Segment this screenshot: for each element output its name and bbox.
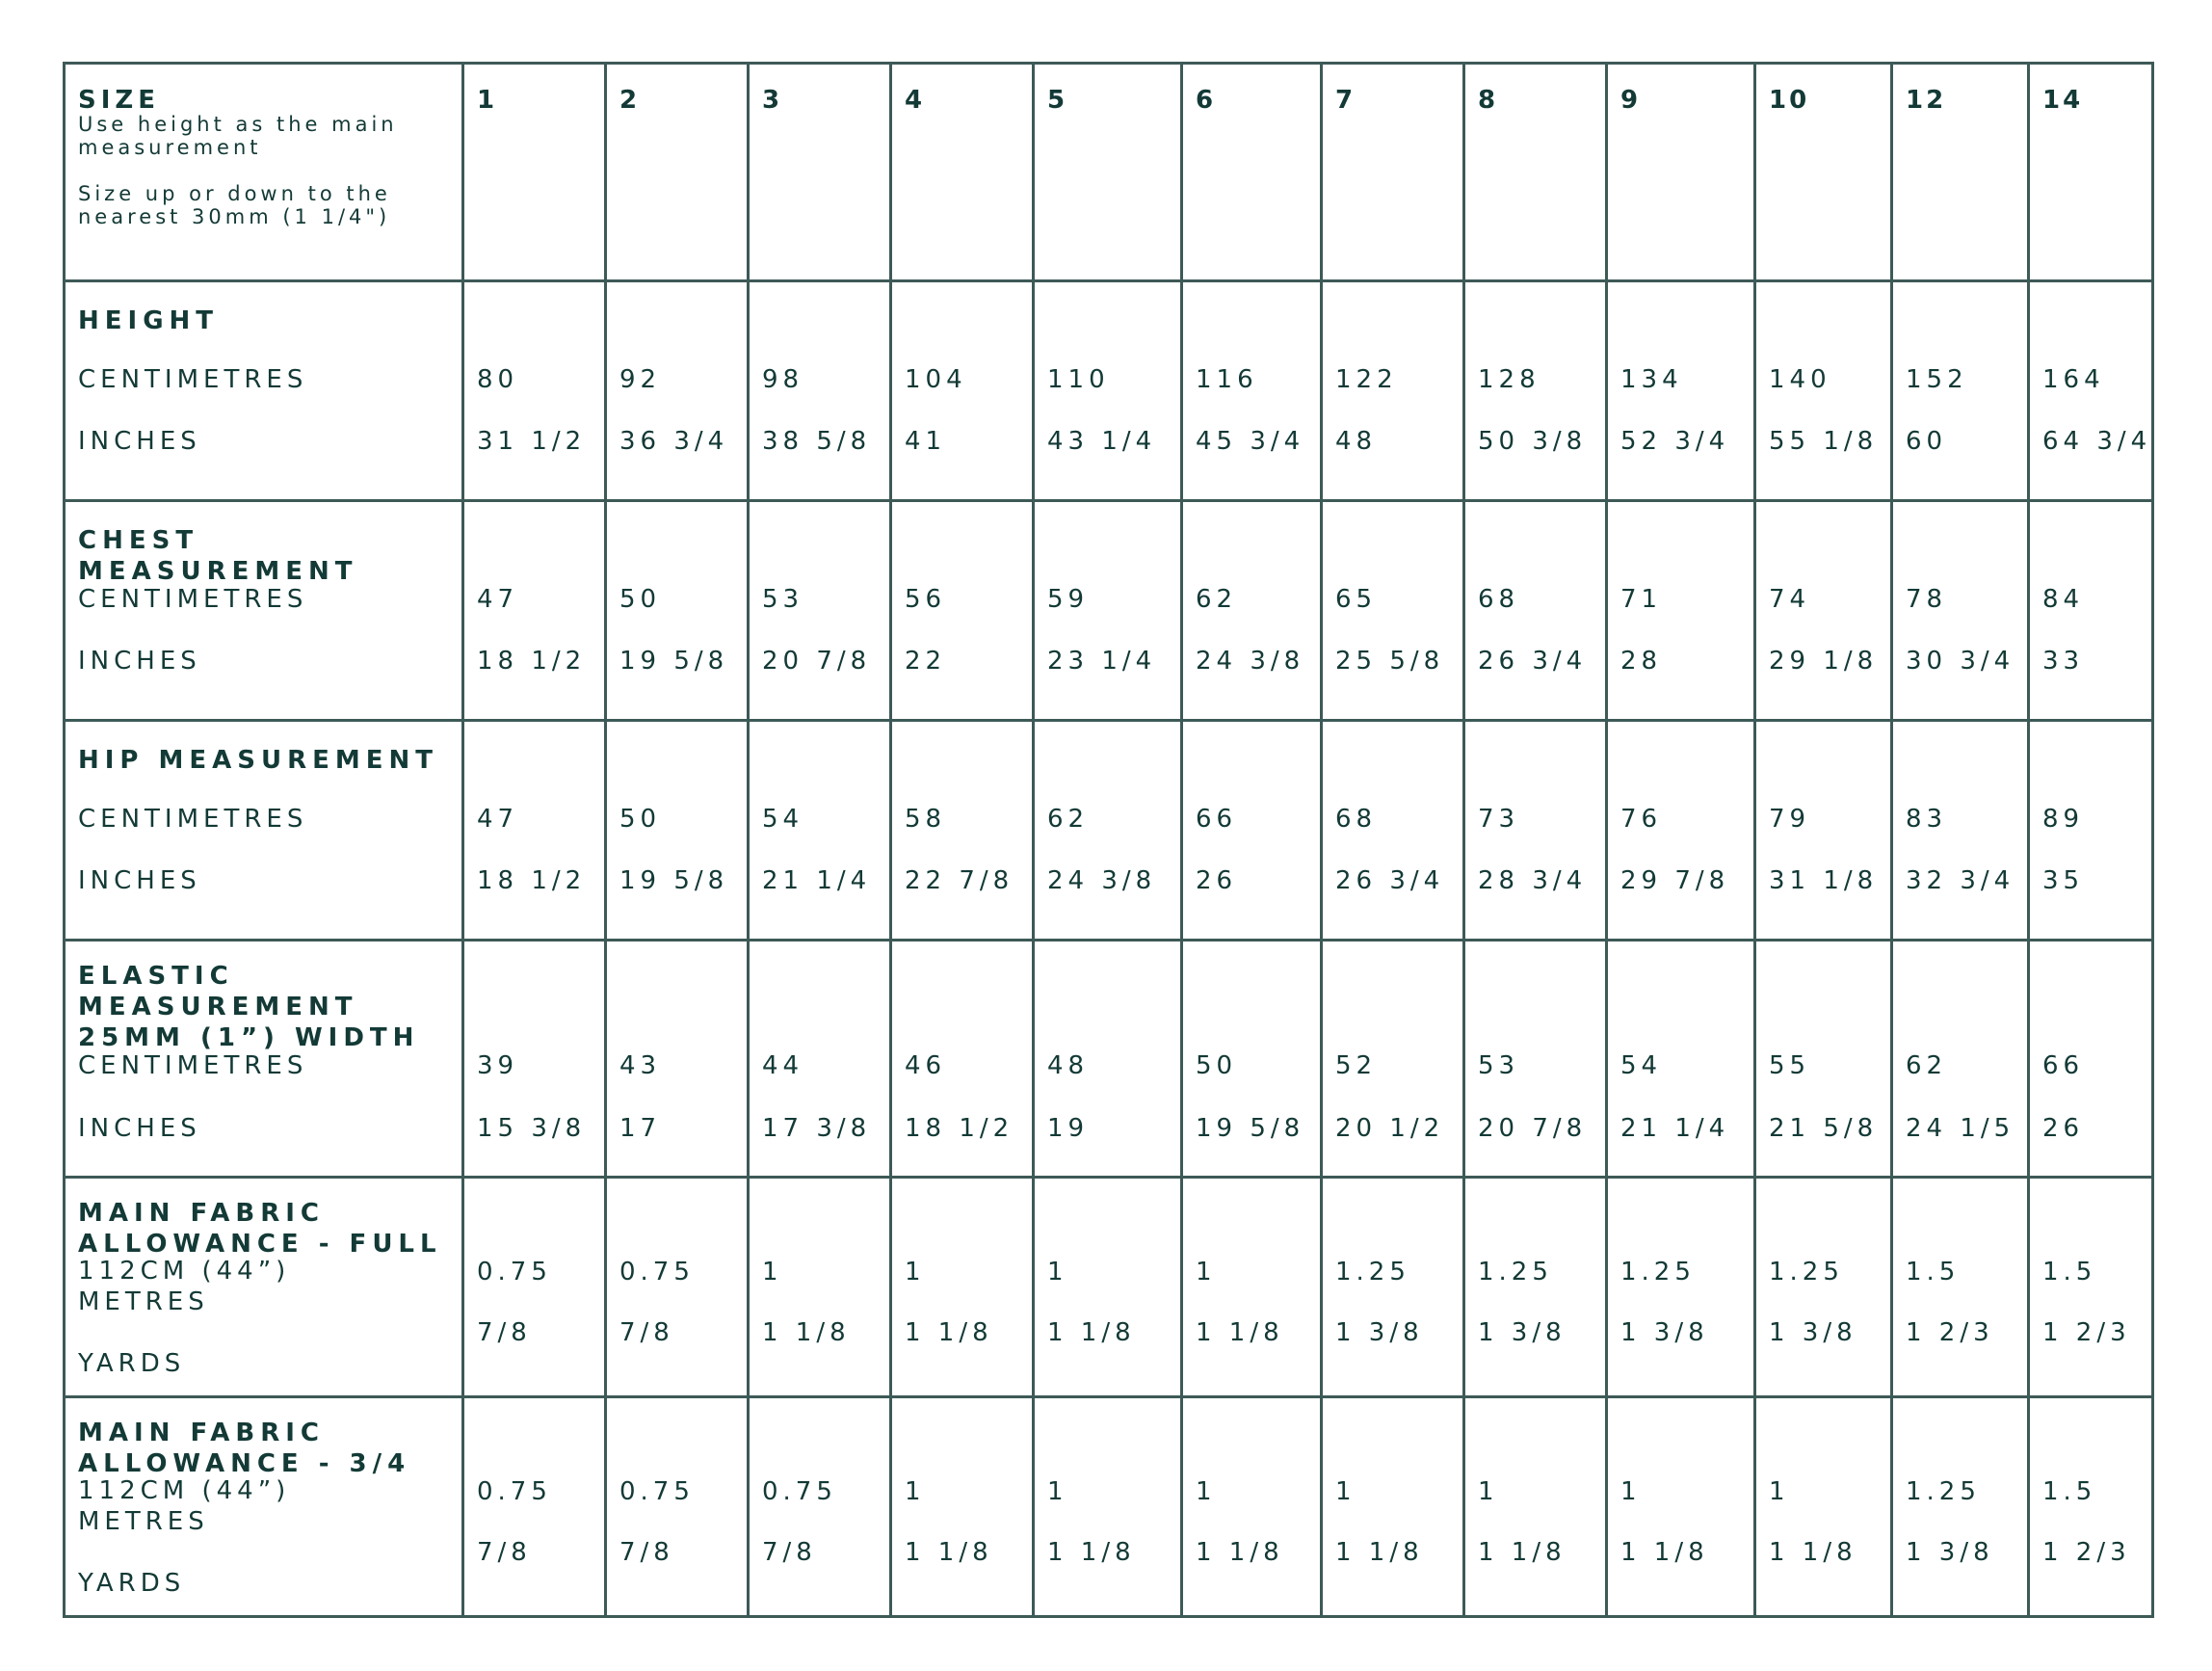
imperial-value: 20 7/8 [1478,1114,1588,1143]
metric-value: 104 [905,365,967,394]
imperial-value: 26 3/4 [1335,866,1445,895]
size-header-cell [65,64,463,281]
unit-label: METRES [78,1287,209,1316]
imperial-value: 21 1/4 [1620,1114,1730,1143]
size-column-header [1755,64,1892,281]
metric-value: 1 [1047,1258,1068,1286]
metric-value: 66 [2042,1051,2085,1080]
imperial-value: 48 [1335,427,1378,456]
imperial-value: 30 3/4 [1906,647,2015,676]
imperial-value: 25 5/8 [1335,647,1445,676]
imperial-value: 19 [1047,1114,1090,1143]
metric-value: 0.75 [762,1477,837,1506]
metric-value: 47 [477,585,519,614]
unit-label: INCHES [78,1114,201,1143]
metric-value: 84 [2042,585,2085,614]
imperial-value: 31 1/8 [1769,866,1879,895]
unit-label: INCHES [78,427,201,456]
imperial-value: 17 [619,1114,662,1143]
size-label: SIZE [78,86,161,115]
imperial-value: 20 7/8 [762,647,872,676]
imperial-value: 29 1/8 [1769,647,1879,676]
imperial-value: 29 7/8 [1620,866,1730,895]
metric-value: 1.5 [1906,1258,1961,1286]
imperial-value: 26 3/4 [1478,647,1588,676]
metric-value: 54 [762,805,804,834]
header-row [65,64,2153,281]
size-column-header [463,64,606,281]
value-cell [1182,721,1322,941]
hip-label-cell [65,721,463,941]
metric-value: 78 [1906,585,1948,614]
metric-value: 116 [1196,365,1258,394]
imperial-value: 41 [905,427,947,456]
imperial-value: 1 3/8 [1906,1538,1994,1567]
value-cell [1607,1178,1755,1397]
value-cell [1607,281,1755,501]
value-cell [2029,281,2153,501]
value-cell [2029,501,2153,721]
metric-value: 122 [1335,365,1398,394]
value-cell [1034,721,1182,941]
imperial-value: 38 5/8 [762,427,872,456]
size-column-header [606,64,749,281]
metric-value: 1.5 [2042,1258,2097,1286]
value-cell [606,941,749,1178]
value-cell [1607,1397,1755,1617]
metric-value: 98 [762,365,804,394]
metric-value: 43 [619,1051,662,1080]
fabric-34-label-cell [65,1397,463,1617]
value-cell [606,1397,749,1617]
metric-value: 62 [1047,805,1090,834]
size-column-header [891,64,1034,281]
value-cell [606,1178,749,1397]
metric-value: 0.75 [477,1258,552,1286]
imperial-value: 32 3/4 [1906,866,2015,895]
metric-value: 1.25 [1478,1258,1553,1286]
value-cell [749,501,891,721]
metric-value: 1 [1478,1477,1499,1506]
imperial-value: 31 1/2 [477,427,587,456]
imperial-value: 1 1/8 [1196,1318,1284,1347]
imperial-value: 7/8 [619,1318,674,1347]
height-row [65,281,2153,501]
value-cell [1607,501,1755,721]
imperial-value: 18 1/2 [477,647,587,676]
imperial-value: 1 3/8 [1769,1318,1857,1347]
imperial-value: 35 [2042,866,2085,895]
imperial-value: 1 1/8 [1478,1538,1567,1567]
value-cell [1892,501,2029,721]
section-title: CHEST MEASUREMENT [78,526,358,586]
imperial-value: 1 1/8 [905,1538,993,1567]
metric-value: 1.25 [1620,1258,1696,1286]
value-cell [749,1178,891,1397]
imperial-value: 52 3/4 [1620,427,1730,456]
unit-label: INCHES [78,866,201,895]
metric-value: 44 [762,1051,804,1080]
metric-value: 62 [1906,1051,1948,1080]
value-cell [891,281,1034,501]
value-cell [1034,1397,1182,1617]
value-cell [463,721,606,941]
value-cell [1755,721,1892,941]
imperial-value: 1 3/8 [1478,1318,1567,1347]
imperial-value: 7/8 [477,1538,532,1567]
size-number: 3 [762,86,783,115]
imperial-value: 1 3/8 [1620,1318,1709,1347]
metric-value: 1.25 [1335,1258,1410,1286]
fabric-width-label: 112CM (44”) [78,1476,291,1505]
metric-value: 164 [2042,365,2105,394]
imperial-value: 23 1/4 [1047,647,1157,676]
imperial-value: 18 1/2 [905,1114,1014,1143]
imperial-value: 50 3/8 [1478,427,1588,456]
value-cell [891,1178,1034,1397]
imperial-value: 1 1/8 [905,1318,993,1347]
value-cell [1464,941,1607,1178]
metric-value: 134 [1620,365,1683,394]
unit-label: YARDS [78,1349,186,1378]
imperial-value: 1 2/3 [2042,1318,2131,1347]
value-cell [463,1397,606,1617]
value-cell [1892,721,2029,941]
value-cell [1322,941,1464,1178]
metric-value: 80 [477,365,519,394]
metric-value: 89 [2042,805,2085,834]
imperial-value: 33 [2042,647,2085,676]
size-note: Use height as the main measurement Size up or down to the nearest 30mm (1 1/4") [78,113,398,228]
value-cell [1034,941,1182,1178]
value-cell [606,281,749,501]
imperial-value: 7/8 [762,1538,817,1567]
value-cell [1892,941,2029,1178]
metric-value: 50 [619,805,662,834]
metric-value: 1 [905,1258,926,1286]
imperial-value: 20 1/2 [1335,1114,1445,1143]
imperial-value: 43 1/4 [1047,427,1157,456]
value-cell [1322,1397,1464,1617]
metric-value: 55 [1769,1051,1811,1080]
value-cell [2029,1178,2153,1397]
value-cell [1755,1397,1892,1617]
imperial-value: 45 3/4 [1196,427,1305,456]
imperial-value: 1 2/3 [1906,1318,1994,1347]
section-title: HEIGHT [78,306,220,335]
imperial-value: 19 5/8 [619,647,729,676]
imperial-value: 21 1/4 [762,866,872,895]
unit-label: METRES [78,1507,209,1536]
value-cell [1034,1178,1182,1397]
imperial-value: 64 3/4 [2042,427,2152,456]
metric-value: 54 [1620,1051,1663,1080]
metric-value: 1 [1335,1477,1356,1506]
imperial-value: 55 1/8 [1769,427,1879,456]
value-cell [2029,1397,2153,1617]
metric-value: 50 [1196,1051,1238,1080]
imperial-value: 28 3/4 [1478,866,1588,895]
imperial-value: 26 [1196,866,1238,895]
value-cell [891,721,1034,941]
metric-value: 58 [905,805,947,834]
metric-value: 73 [1478,805,1520,834]
value-cell [1464,501,1607,721]
imperial-value: 7/8 [477,1318,532,1347]
imperial-value: 15 3/8 [477,1114,587,1143]
value-cell [1892,281,2029,501]
metric-value: 65 [1335,585,1378,614]
metric-value: 59 [1047,585,1090,614]
size-column-header [1892,64,2029,281]
metric-value: 48 [1047,1051,1090,1080]
metric-value: 1 [1196,1258,1217,1286]
unit-label: CENTIMETRES [78,1051,308,1080]
unit-label: CENTIMETRES [78,365,308,394]
imperial-value: 1 1/8 [1335,1538,1424,1567]
unit-label: INCHES [78,647,201,676]
metric-value: 1 [1196,1477,1217,1506]
metric-value: 68 [1478,585,1520,614]
size-number: 9 [1620,86,1642,115]
value-cell [1464,1397,1607,1617]
value-cell [749,941,891,1178]
metric-value: 110 [1047,365,1110,394]
size-number: 10 [1769,86,1810,115]
imperial-value: 18 1/2 [477,866,587,895]
fabric-full-row [65,1178,2153,1397]
fabric-34-row [65,1397,2153,1617]
metric-value: 71 [1620,585,1663,614]
size-column-header [1182,64,1322,281]
metric-value: 0.75 [619,1258,695,1286]
value-cell [1892,1397,2029,1617]
imperial-value: 36 3/4 [619,427,729,456]
fabric-width-label: 112CM (44”) [78,1257,291,1286]
value-cell [463,501,606,721]
metric-value: 52 [1335,1051,1378,1080]
imperial-value: 17 3/8 [762,1114,872,1143]
value-cell [606,721,749,941]
unit-label: CENTIMETRES [78,805,308,834]
imperial-value: 1 3/8 [1335,1318,1424,1347]
value-cell [1322,501,1464,721]
size-number: 2 [619,86,641,115]
size-column-header [1464,64,1607,281]
value-cell [1892,1178,2029,1397]
imperial-value: 1 1/8 [762,1318,851,1347]
value-cell [1322,281,1464,501]
value-cell [463,281,606,501]
size-number: 6 [1196,86,1217,115]
value-cell [1034,281,1182,501]
value-cell [1182,501,1322,721]
metric-value: 79 [1769,805,1811,834]
imperial-value: 24 3/8 [1047,866,1157,895]
value-cell [463,941,606,1178]
metric-value: 92 [619,365,662,394]
imperial-value: 1 1/8 [1620,1538,1709,1567]
metric-value: 66 [1196,805,1238,834]
value-cell [891,941,1034,1178]
size-number: 5 [1047,86,1068,115]
metric-value: 50 [619,585,662,614]
height-label-cell [65,281,463,501]
value-cell [1607,721,1755,941]
metric-value: 53 [1478,1051,1520,1080]
metric-value: 1 [762,1258,783,1286]
imperial-value: 28 [1620,647,1663,676]
value-cell [749,1397,891,1617]
imperial-value: 1 1/8 [1769,1538,1857,1567]
value-cell [1182,1397,1322,1617]
value-cell [1322,1178,1464,1397]
value-cell [891,501,1034,721]
metric-value: 1 [905,1477,926,1506]
metric-value: 74 [1769,585,1811,614]
imperial-value: 26 [2042,1114,2085,1143]
value-cell [1322,721,1464,941]
chest-label-cell [65,501,463,721]
unit-label: YARDS [78,1569,186,1598]
size-column-header [1607,64,1755,281]
unit-label: CENTIMETRES [78,585,308,614]
metric-value: 1 [1620,1477,1642,1506]
size-chart-table [63,62,2154,1618]
fabric-full-label-cell [65,1178,463,1397]
metric-value: 62 [1196,585,1238,614]
value-cell [2029,721,2153,941]
imperial-value: 7/8 [619,1538,674,1567]
hip-row [65,721,2153,941]
metric-value: 0.75 [619,1477,695,1506]
metric-value: 76 [1620,805,1663,834]
size-number: 8 [1478,86,1499,115]
imperial-value: 19 5/8 [1196,1114,1305,1143]
value-cell [1182,281,1322,501]
elastic-label-cell [65,941,463,1178]
size-number: 7 [1335,86,1356,115]
value-cell [1182,941,1322,1178]
value-cell [1182,1178,1322,1397]
size-number: 1 [477,86,498,115]
value-cell [1755,1178,1892,1397]
imperial-value: 60 [1906,427,1948,456]
metric-value: 1 [1769,1477,1790,1506]
metric-value: 1.25 [1769,1258,1844,1286]
metric-value: 68 [1335,805,1378,834]
value-cell [1464,721,1607,941]
imperial-value: 1 1/8 [1047,1318,1136,1347]
imperial-value: 1 1/8 [1196,1538,1284,1567]
section-title: MAIN FABRIC ALLOWANCE - 3/4 [78,1419,411,1478]
size-column-header [1322,64,1464,281]
metric-value: 83 [1906,805,1948,834]
metric-value: 128 [1478,365,1540,394]
size-column-header [749,64,891,281]
value-cell [606,501,749,721]
imperial-value: 22 7/8 [905,866,1014,895]
value-cell [749,281,891,501]
section-title: HIP MEASUREMENT [78,746,439,775]
metric-value: 46 [905,1051,947,1080]
metric-value: 47 [477,805,519,834]
value-cell [1464,1178,1607,1397]
metric-value: 1.25 [1906,1477,1981,1506]
value-cell [1464,281,1607,501]
imperial-value: 19 5/8 [619,866,729,895]
imperial-value: 1 2/3 [2042,1538,2131,1567]
metric-value: 1.5 [2042,1477,2097,1506]
metric-value: 152 [1906,365,1968,394]
imperial-value: 24 1/5 [1906,1114,2015,1143]
elastic-row [65,941,2153,1178]
size-number: 14 [2042,86,2084,115]
section-title: MAIN FABRIC ALLOWANCE - FULL [78,1199,442,1259]
metric-value: 56 [905,585,947,614]
value-cell [1607,941,1755,1178]
metric-value: 53 [762,585,804,614]
size-column-header [2029,64,2153,281]
imperial-value: 24 3/8 [1196,647,1305,676]
chest-row [65,501,2153,721]
value-cell [1755,501,1892,721]
value-cell [2029,941,2153,1178]
value-cell [891,1397,1034,1617]
imperial-value: 21 5/8 [1769,1114,1879,1143]
metric-value: 140 [1769,365,1831,394]
size-number: 12 [1906,86,1947,115]
value-cell [463,1178,606,1397]
value-cell [1034,501,1182,721]
value-cell [1755,281,1892,501]
size-column-header [1034,64,1182,281]
imperial-value: 22 [905,647,947,676]
size-number: 4 [905,86,926,115]
value-cell [1755,941,1892,1178]
value-cell [749,721,891,941]
metric-value: 0.75 [477,1477,552,1506]
metric-value: 1 [1047,1477,1068,1506]
section-title: ELASTIC MEASUREMENT 25MM (1”) WIDTH [78,962,420,1052]
metric-value: 39 [477,1051,519,1080]
imperial-value: 1 1/8 [1047,1538,1136,1567]
